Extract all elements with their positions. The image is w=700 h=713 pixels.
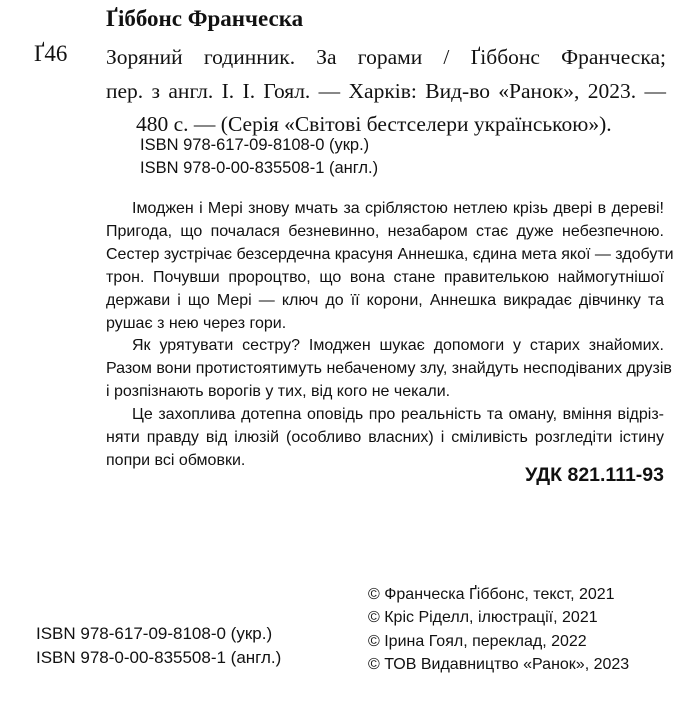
annotation-line: попри всі обмовки. <box>106 451 246 469</box>
annotation-line: держави і що Мері — ключ до її корони, Аннешка викрадає дівчинку та <box>106 291 664 309</box>
annotation-line: і розпізнають ворогів у тих, від кого не чекали. <box>106 383 451 401</box>
annotation-line: Разом вони протистоятимуть небаченому злу, знайдуть несподіваних друзів <box>106 360 672 378</box>
annotation <box>106 198 674 473</box>
annotation-line: няти правду від ілюзій (особливо власних) і сміливість розгледіти істину <box>106 429 664 447</box>
copyright-line: © ТОВ Видавництво «Ранок», 2023 <box>368 656 630 674</box>
bib-line: Зоряний годинник. За горами / Ґіббонс Франческа; <box>106 45 666 69</box>
isbn-eng: ISBN 978-0-00-835508-1 (англ.) <box>36 647 282 667</box>
author-heading: Ґіббонс Франческа <box>106 6 304 31</box>
annotation-line: Імоджен і Мері знову мчать за сріблястою нетлею крізь двері в дереві! <box>132 200 664 217</box>
annotation-line: трон. Почувши пророцтво, що вона стане правителькою наймогутнішої <box>106 268 664 286</box>
annotation-line: Сестер зустрічає безсердечна красуня Аннешка, єдина мета якої — здобути <box>106 245 674 263</box>
isbn-eng: ISBN 978-0-00-835508-1 (англ.) <box>140 159 379 177</box>
copyright-block <box>368 583 629 677</box>
bib-line: 480 с. — (Серія «Світові бестселери українською»). <box>136 112 612 136</box>
udk-code: УДК 821.111-93 <box>525 464 664 486</box>
annotation-line: рушає з нею через гори. <box>106 314 287 332</box>
copyright-line: © Ірина Гоял, переклад, 2022 <box>368 632 587 650</box>
annotation-line: Це захоплива дотепна оповідь про реальність та оману, вміння відріз- <box>132 406 664 424</box>
isbn-ukr: ISBN 978-617-09-8108-0 (укр.) <box>36 624 273 643</box>
bibliographic-record <box>106 41 666 142</box>
isbn-ukr: ISBN 978-617-09-8108-0 (укр.) <box>140 136 370 154</box>
bib-line: пер. з англ. І. І. Гоял. — Харків: Вид-во «Ранок», 2023. — <box>106 78 666 103</box>
copyright-line: © Франческа Ґіббонс, текст, 2021 <box>368 586 615 603</box>
isbn-block-bottom <box>36 622 281 669</box>
copyright-line: © Кріс Ріделл, ілюстрації, 2021 <box>368 609 598 627</box>
annotation-line: Як урятувати сестру? Імоджен шукає допомоги у старих знайомих. <box>132 337 664 355</box>
annotation-line: Пригода, що почалася безневинно, незабаром стає дуже небезпечною. <box>106 222 664 240</box>
isbn-block-top <box>140 134 378 180</box>
catalog-index: Ґ46 <box>34 41 68 66</box>
